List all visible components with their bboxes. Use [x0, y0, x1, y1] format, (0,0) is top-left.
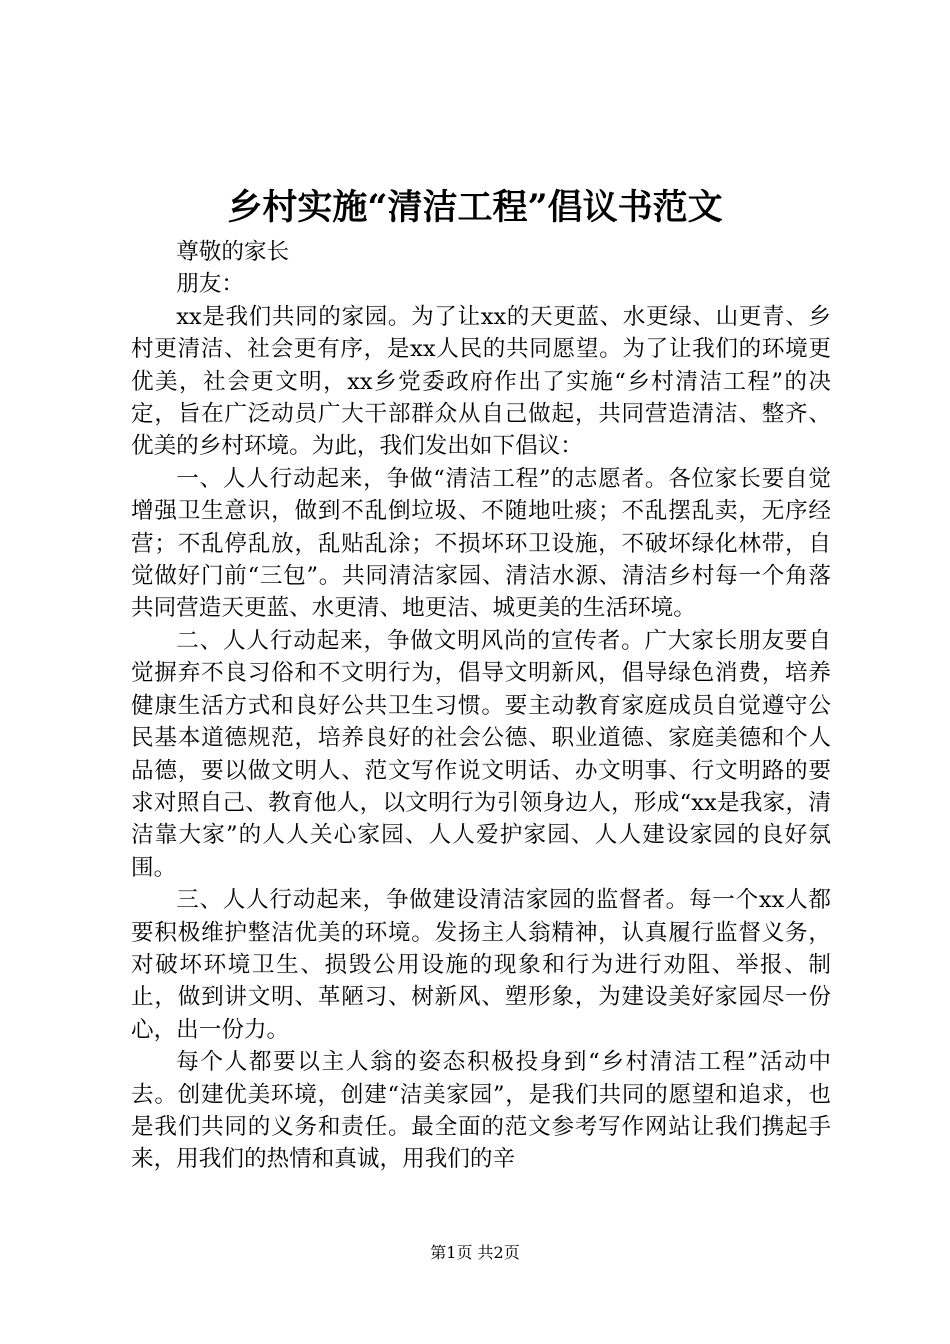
document-title: 乡村实施“清洁工程”倡议书范文 [227, 187, 723, 228]
body-paragraph: 一、人人行动起来，争做“清洁工程”的志愿者。各位家长要自觉增强卫生意识，做到不乱倒垃圾、不随地吐痰；不乱摆乱卖，无序经营；不乱停乱放，乱贴乱涂；不损坏环卫设施，不破坏绿化林带，自觉做好门前“三包”。共同清洁家园、清洁水源、清洁乡村每一个角落共同营造天更蓝、水更清、地更洁、城更美的生活环境。 [131, 465, 831, 622]
document-body [131, 236, 831, 1176]
body-paragraph: 二、人人行动起来，争做文明风尚的宣传者。广大家长朋友要自觉摒弃不良习俗和不文明行为，倡导文明新风，倡导绿色消费，培养健康生活方式和良好公共卫生习惯。要主动教育家庭成员自觉遵守公民基本道德规范，培养良好的社会公德、职业道德、家庭美德和个人品德，要以做文明人、范文写作说文明话、办文明事、行文明路的要求对照自己、教育他人，以文明行为引领身边人，形成“xx是我家，清洁靠大家”的人人关心家园、人人爱护家园、人人建设家园的良好氛围。 [131, 627, 831, 881]
page-footer: 第1页 共2页 [430, 1243, 520, 1262]
salutation-line: 尊敬的家长 [176, 239, 290, 265]
body-paragraph: 每个人都要以主人翁的姿态积极投身到“乡村清洁工程”活动中去。创建优美环境，创建“洁美家园”，是我们共同的愿望和追求，也是我们共同的义务和责任。最全面的范文参考写作网站让我们携起手来，用我们的热情和真诚，用我们的辛 [131, 1049, 831, 1173]
body-paragraph: 三、人人行动起来，争做建设清洁家园的监督者。每一个xx人都要积极维护整洁优美的环境。发扬主人翁精神，认真履行监督义务，对破坏环境卫生、损毁公用设施的现象和行为进行劝阻、举报、制止，做到讲文明、革陋习、树新风、塑形象，为建设美好家园尽一份心，出一份力。 [131, 887, 831, 1043]
salutation-line: 朋友： [176, 271, 244, 298]
body-paragraph: xx是我们共同的家园。为了让xx的天更蓝、水更绿、山更青、乡村更清洁、社会更有序，是xx人民的共同愿望。为了让我们的环境更优美，社会更文明，xx乡党委政府作出了实施“乡村清洁工程”的决定，旨在广泛动员广大干部群众从自己做起，共同营造清洁、整齐、优美的乡村环境。为此，我们发出如下倡议： [131, 303, 831, 460]
